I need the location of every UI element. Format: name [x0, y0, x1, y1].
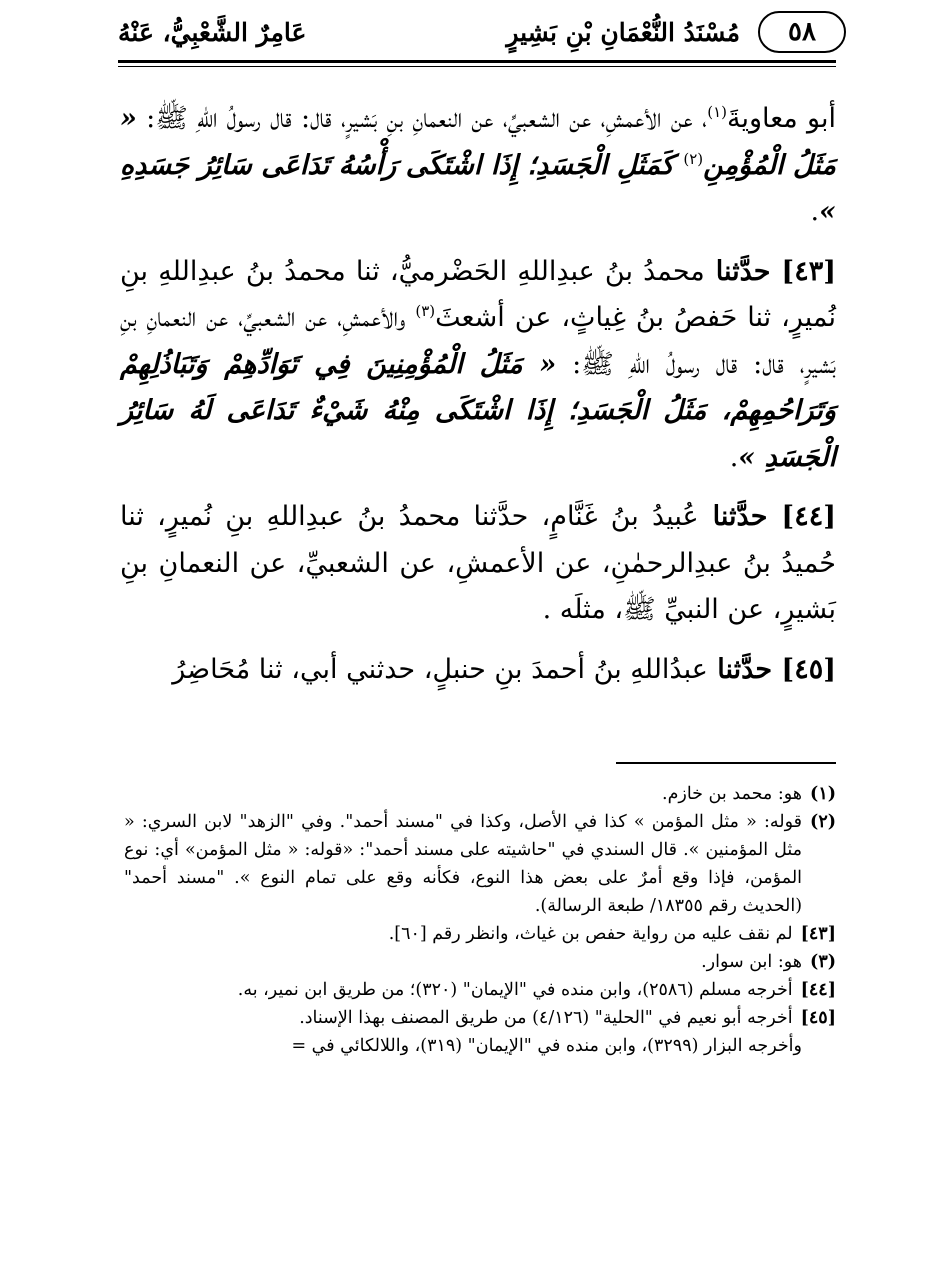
footnote-label: (٣)	[810, 952, 836, 972]
footnote-43	[124, 920, 836, 948]
footnote-3	[124, 948, 836, 976]
hadith-quote: « مَثَلُ الْمُؤْمِنِينَ فِي تَوَادِّهِمْ وَتَبَاذُلِهِمْ وَتَرَاحُمِهِمْ، مَثَلُ الْجَسَدِ؛ إِذَا اشْتَكَى مِنْهُ شَيْءٌ تَدَاعَى لَهُ سَائِرُ الْجَسَدِ »	[120, 348, 836, 473]
footnotes	[124, 780, 836, 1060]
text-segment: .	[810, 196, 820, 227]
footnote-text: قوله: « مثل المؤمن » كذا في الأصل، وكذا في "مسند أحمد". وفي "الزهد" لابن السري: « مثل المؤمنين ». قال السندي في "حاشيته على مسند أحمد": «قوله: « مثل المؤمن» أي: نوع المؤمن، فإذا وقع أمرٌ على بعض هذا النوع، فكأنه وقع على تمام النوع ». "مسند أحمد" (الحديث رقم ١٨٣٥٥/ طبعة الرسالة).	[124, 812, 803, 916]
hadith-45	[120, 647, 836, 694]
footnote-text: وأخرجه البزار (٣٢٩٩)، وابن منده في "الإيمان" (٣١٩)، واللالكائي في =	[291, 1036, 802, 1056]
hadith-43	[120, 249, 836, 482]
text-segment: عُبيدُ بنُ غَنَّامٍ، حدَّثنا محمدُ بنُ عبدِاللهِ بنِ نُميرٍ، ثنا حُميدُ بنُ عبدِالرحمٰنِ، عن الأعمشِ، عن الشعبيِّ، عن النعمانِ بنِ بَشيرٍ، عن النبيِّ ﷺ، مثلَه .	[120, 501, 836, 625]
footnote-text: هو: محمد بن خازم.	[662, 784, 803, 804]
footnote-text: هو: ابن سوار.	[701, 952, 803, 972]
hadith-number: [٤٣] حدَّثنا	[704, 255, 836, 287]
running-subtitle: عَامِرٌ الشَّعْبِيُّ، عَنْهُ	[118, 18, 307, 47]
footnote-label: (١)	[810, 784, 836, 804]
header-rule-thick	[118, 60, 836, 63]
hadith-quote: « مَثَلُ الْمُؤْمِنِ	[120, 103, 836, 181]
text-segment: أبو معاويةَ	[726, 103, 836, 134]
text-segment: عبدُاللهِ بنُ أحمدَ بنِ حنبلٍ، حدثني أبي، ثنا مُحَاضِرُ	[172, 653, 708, 685]
paragraph-1	[120, 96, 836, 236]
footnote-44	[124, 976, 836, 1004]
hadith-number: [٤٥] حدَّثنا	[707, 653, 836, 685]
text-segment: محمدُ بنُ عبدِاللهِ الحَضْرميُّ، ثنا محمدُ بنُ عبدِاللهِ بنِ نُميرٍ، ثنا حَفصُ بنُ غِياثٍ، عن أشعثَ	[120, 255, 837, 333]
page-header	[118, 8, 836, 60]
text-segment: ، عن الأعمشِ، عن الشعبيِّ، عن النعمانِ بنِ بَشيرٍ، قال: قال رسولُ اللهِ ﷺ:	[136, 103, 708, 134]
footnote-text: أخرجه أبو نعيم في "الحلية" (٤/١٢٦) من طريق المصنف بهذا الإسناد.	[299, 1008, 793, 1028]
main-text	[120, 96, 836, 693]
hadith-number: [٤٤] حدَّثنا	[698, 501, 837, 532]
hadith-quote: كَمَثَلِ الْجَسَدِ؛ إِذَا اشْتَكَى رَأْسُهُ تَدَاعَى سَائِرُ جَسَدِهِ »	[120, 149, 836, 227]
footnote-label: (٢)	[810, 812, 836, 832]
running-title: مُسْنَدُ النُّعْمَانِ بْنِ بَشِيرٍ	[506, 18, 740, 47]
footnote-45	[124, 1004, 836, 1032]
footnote-label: [٤٤]	[800, 980, 836, 1000]
footnote-ref: (٣)	[415, 302, 436, 320]
footnote-text: لم نقف عليه من رواية حفص بن غياث، وانظر رقم [٦٠].	[388, 924, 793, 944]
footnote-label: [٤٥]	[800, 1008, 836, 1028]
footnote-ref: (١)	[707, 103, 727, 121]
footnote-ref: (٢)	[683, 149, 704, 168]
header-rule-thin	[118, 66, 836, 67]
footnote-2	[124, 808, 836, 920]
footnote-1	[124, 780, 836, 808]
page-number: ٥٨	[758, 11, 846, 53]
footnote-continuation	[124, 1032, 836, 1060]
text-segment: والأعمشِ، عن الشعبيِّ، عن النعمانِ بنِ بَشيرٍ، قال: قال رسولُ اللهِ ﷺ:	[120, 302, 837, 380]
text-segment: .	[729, 441, 739, 473]
footnote-text: أخرجه مسلم (٢٥٨٦)، وابن منده في "الإيمان" (٣٢٠)؛ من طريق ابن نمير، به.	[237, 980, 793, 1000]
footnote-separator	[616, 762, 836, 764]
hadith-44	[120, 494, 836, 634]
footnote-label: [٤٣]	[800, 924, 836, 944]
